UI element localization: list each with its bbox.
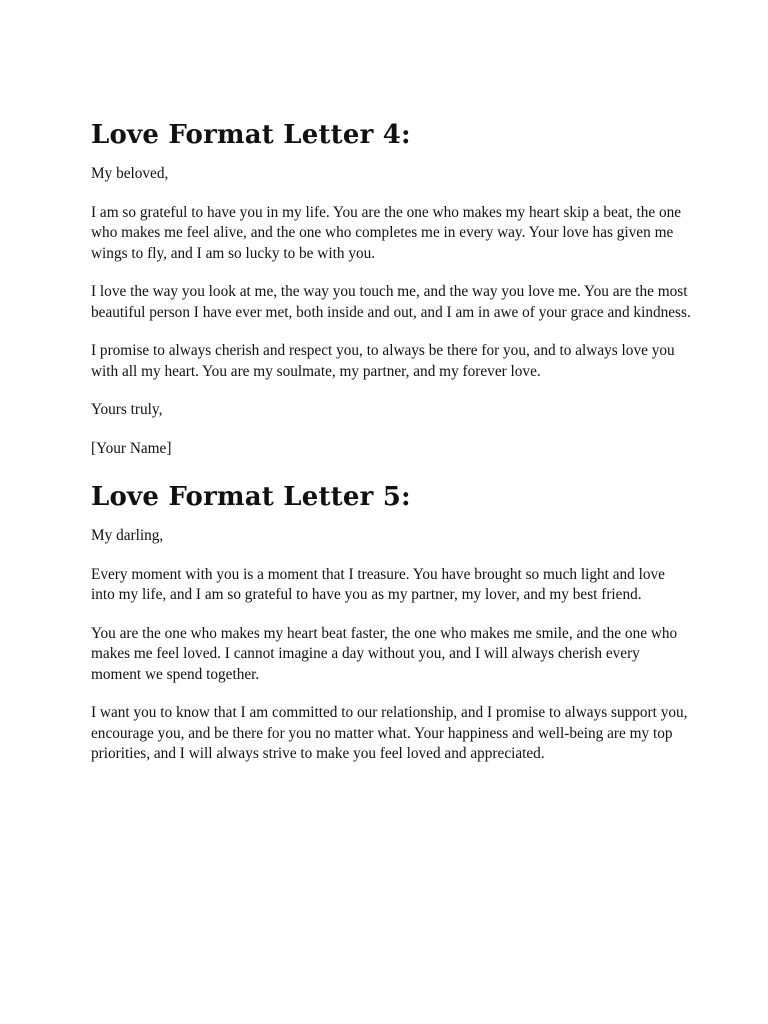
letter-4 xyxy=(91,118,691,459)
letter-4-greeting: My beloved, xyxy=(91,165,169,182)
letter-4-signature: [Your Name] xyxy=(91,439,172,457)
letter-4-closing: Yours truly, xyxy=(91,401,163,418)
letter-4-title: Love Format Letter 4: xyxy=(91,120,411,150)
letter-4-paragraph-2: I love the way you look at me, the way you touch me, and the way you love me. You are the most beautiful person I have ever met, both inside and out, and I am in awe of your grace and kindness. xyxy=(91,283,691,321)
letter-5-greeting: My darling, xyxy=(91,527,164,544)
letter-5-paragraph-1: Every moment with you is a moment that I treasure. You have brought so much light and love into my life, and I am so grateful to have you as my partner, my lover, and my best friend. xyxy=(91,565,665,603)
letter-4-paragraph-3: I promise to always cherish and respect you, to always be there for you, and to always love you with all my heart. You are my soulmate, my partner, and my forever love. xyxy=(91,342,675,380)
letter-5-paragraph-3: I want you to know that I am committed to our relationship, and I promise to always support you, encourage you, and be there for you no matter what. Your happiness and well-being are my top priorities, and I will always strive to make you feel loved and appreciated. xyxy=(91,704,688,762)
letter-5-paragraph-2: You are the one who makes my heart beat faster, the one who makes me smile, and the one who makes me feel loved. I cannot imagine a day without you, and I will always cherish every moment we spend together. xyxy=(91,624,678,683)
letter-4-paragraph-1: I am so grateful to have you in my life. You are the one who makes my heart skip a beat, the one who makes me feel alive, and the one who completes me in every way. Your love has given me wings to fly, and I am so lucky to be with you. xyxy=(91,203,682,262)
document-page xyxy=(91,118,691,765)
letter-5-title: Love Format Letter 5: xyxy=(91,482,411,512)
letter-5 xyxy=(91,480,691,765)
